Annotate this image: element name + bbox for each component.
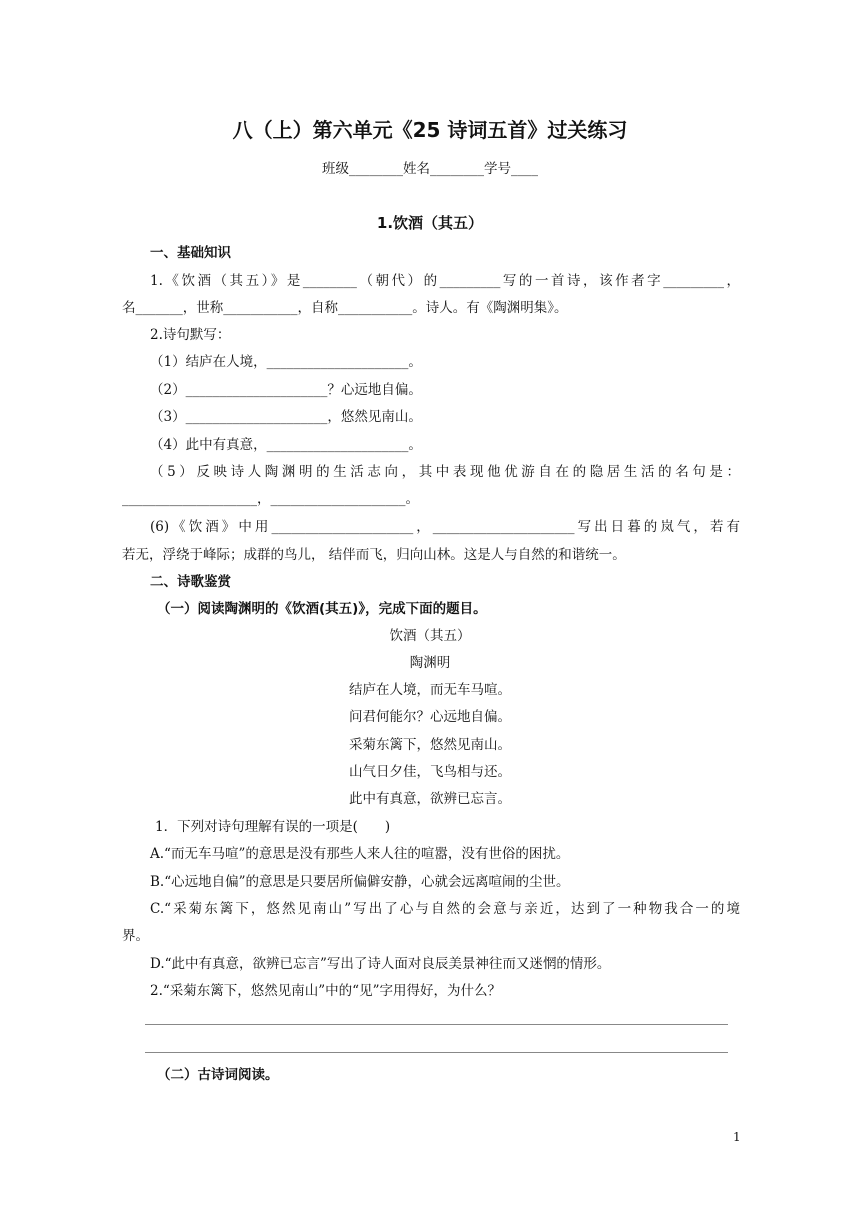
q2-item-4: （4）此中有真意，_____________________。 [150, 437, 422, 453]
option-c-line2: 界。 [122, 928, 149, 944]
option-b: B.“心远地自偏”的意思是只要居所偏僻安静，心就会远离喧闹的尘世。 [150, 874, 570, 890]
part2-heading: 二、诗歌鉴赏 [150, 574, 231, 590]
q2-5-line1: （5）反映诗人陶渊明的生活志向，其中表现他优游自在的隐居生活的名句是： [150, 464, 740, 480]
poem-author: 陶渊明 [409, 655, 451, 671]
answer-line-1 [145, 1024, 728, 1025]
poem-line-5: 此中有真意，欲辨已忘言。 [349, 791, 511, 807]
q2-item-1: （1）结庐在人境，_____________________。 [150, 354, 422, 370]
mc-question: 1．下列对诗句理解有误的一项是( ) [155, 819, 391, 835]
section-title: 1.饮酒（其五） [376, 214, 484, 232]
poem-line-4: 山气日夕佳，飞鸟相与还。 [349, 764, 511, 780]
short-answer-question: 2.“采菊东篱下，悠然见南山”中的“见”字用得好，为什么？ [150, 983, 501, 999]
q2-item-3: （3）_____________________，悠然见南山。 [150, 409, 422, 425]
option-d: D.“此中有真意，欲辨已忘言”写出了诗人面对良辰美景神往而又迷惘的情形。 [150, 956, 611, 972]
q2-6-line2: 若无，浮绕于峰际；成群的鸟儿， 结伴而飞，归向山林。这是人与自然的和谐统一。 [122, 547, 626, 563]
q2-5-line2: ____________________，____________________。 [122, 491, 419, 507]
page-number: 1 [733, 1130, 741, 1144]
option-c-line1: C.“采菊东篱下，悠然见南山”写出了心与自然的会意与亲近，达到了一种物我合一的境 [150, 901, 740, 917]
poem-line-3: 采菊东篱下，悠然见南山。 [349, 737, 511, 753]
poem-line-2: 问君何能尔？心远地自偏。 [349, 709, 511, 725]
q2-item-2: （2）_____________________？心远地自偏。 [150, 382, 422, 398]
q2-label: 2.诗句默写： [150, 327, 231, 343]
option-a: A.“而无车马喧”的意思是没有那些人来人往的喧嚣，没有世俗的困扰。 [150, 846, 570, 862]
answer-line-2 [145, 1052, 728, 1053]
q1-line2: 名_______，世称___________，自称___________。诗人。有《陶渊明集》。 [122, 300, 568, 316]
part2-subsection-1: （一）阅读陶渊明的《饮酒(其五)》，完成下面的题目。 [157, 601, 487, 617]
poem-title: 饮酒（其五） [389, 628, 471, 644]
part2-subsection-2: （二）古诗词阅读。 [157, 1067, 279, 1083]
q2-6-line1: (6)《饮酒》中用_____________________，_____________________写出日暮的岚气，若有 [150, 519, 740, 535]
poem-line-1: 结庐在人境，而无车马喧。 [349, 682, 511, 698]
class-info-line: 班级________姓名________学号____ [322, 161, 538, 177]
q1-line1: 1.《饮酒（其五）》是________（朝代）的_________写的一首诗，该作者字_________， [150, 273, 740, 289]
page-title: 八（上）第六单元《25 诗词五首》过关练习 [232, 118, 628, 142]
part1-heading: 一、基础知识 [150, 245, 231, 261]
